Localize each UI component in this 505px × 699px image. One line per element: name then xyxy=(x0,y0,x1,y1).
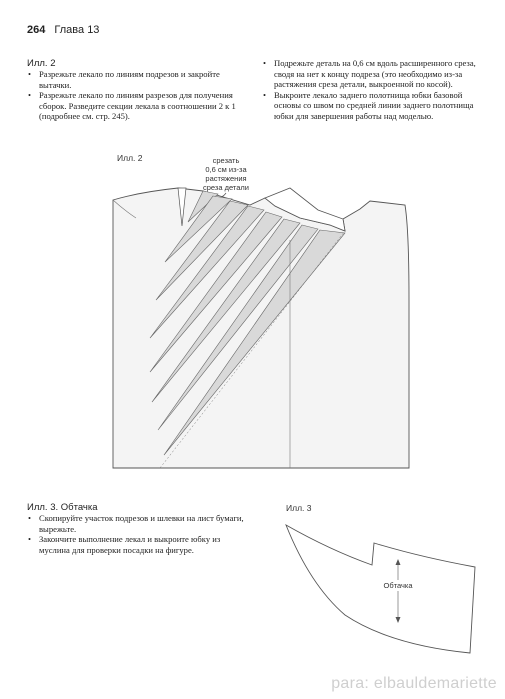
figure-2-skirt-pattern xyxy=(0,140,505,480)
list-item: • Скопируйте участок подрезов и шлевки на лист бумаги, вырежьте. xyxy=(27,513,249,534)
list-item: • Выкроите лекало заднего полотнища юбки базовой основы со швом по средней линии заднего полотнища юбки для завершения работы над моделью. xyxy=(262,90,488,122)
note-line: среза детали xyxy=(202,183,250,192)
section-title-ill2: Илл. 2 xyxy=(27,58,56,69)
section-title-ill3: Илл. 3. Обтачка xyxy=(27,502,98,513)
figure-2-label: Илл. 2 xyxy=(117,153,143,163)
figure-3-label: Илл. 3 xyxy=(286,503,312,513)
watermark: para: elbauldemariette xyxy=(331,675,497,692)
note-line: срезать xyxy=(212,156,240,165)
page-number: 264 xyxy=(27,24,46,36)
bottom-left-instructions xyxy=(27,502,249,555)
figure-3-facing xyxy=(270,495,485,665)
list-item: • Закончите выполнение лекал и выкроите юбку из муслина для проверки посадки на фигуре. xyxy=(27,534,249,555)
note-line: растяжения xyxy=(205,174,247,183)
top-right-instructions xyxy=(262,58,488,122)
chapter-title: Глава 13 xyxy=(54,24,100,36)
list-item: • Разрежьте лекало по линиям разрезов для получения сборок. Разведите секции лекала в соотношении 2 к 1 (подробнее см. стр. 245). xyxy=(27,90,249,122)
top-left-instructions xyxy=(27,58,249,122)
bullet-list xyxy=(27,513,249,555)
list-item: • Подрежьте деталь на 0,6 см вдоль расширенного среза, сводя на нет к концу подреза (это необходимо из-за растяжения среза детали, выкроенной по косой). xyxy=(262,58,488,90)
page-header xyxy=(27,24,99,36)
note-line: 0,6 см из-за xyxy=(205,165,247,174)
list-item: • Разрежьте лекало по линиям подрезов и закройте вытачки. xyxy=(27,69,249,90)
figure-2-note xyxy=(203,156,249,192)
bullet-list xyxy=(27,69,249,122)
bullet-list xyxy=(262,58,488,122)
facing-label: Обтачка xyxy=(383,581,413,590)
